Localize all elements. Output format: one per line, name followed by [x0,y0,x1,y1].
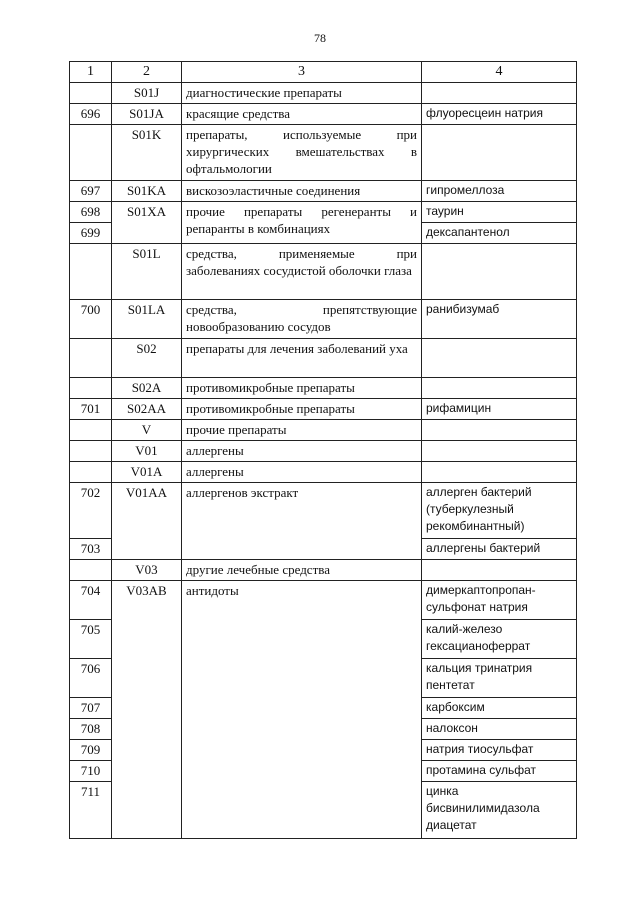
row-number: 711 [70,782,112,839]
drug-name [422,339,577,378]
drug-name: натрия тиосульфат [422,740,577,761]
header-cell: 3 [182,62,422,83]
atc-code: V01AA [112,483,182,560]
atc-code: S02 [112,339,182,378]
row-number [70,83,112,104]
atc-code: V01 [112,441,182,462]
table-row [70,399,577,420]
atc-code: V03AB [112,581,182,839]
row-number: 700 [70,300,112,339]
drug-name: кальция тринатрия пентетат [422,659,577,698]
table-row [70,560,577,581]
drug-name: аллергены бактерий [422,539,577,560]
group-name: препараты, используемые при хирургических вмешательствах в офтальмологии [182,125,422,181]
drug-name [422,83,577,104]
row-number [70,462,112,483]
atc-code: S02AA [112,399,182,420]
drug-name [422,125,577,181]
group-name: прочие препараты регенеранты и репаранты в комбинациях [182,202,422,244]
row-number: 696 [70,104,112,125]
atc-code: S01J [112,83,182,104]
table-row [70,420,577,441]
atc-code: S01KA [112,181,182,202]
row-number [70,420,112,441]
row-number: 704 [70,581,112,620]
drug-name: флуоресцеин натрия [422,104,577,125]
drug-name [422,420,577,441]
drug-name [422,441,577,462]
row-number: 702 [70,483,112,539]
group-name: аллергенов экстракт [182,483,422,560]
table-row [70,125,577,181]
group-name: препараты для лечения заболеваний уха [182,339,422,378]
table-row [70,202,577,223]
row-number [70,339,112,378]
table-row [70,104,577,125]
drug-name: калий-железо гексацианоферрат [422,620,577,659]
row-number: 703 [70,539,112,560]
table-row [70,339,577,378]
group-name: средства, препятствующие новообразованию сосудов [182,300,422,339]
row-number: 710 [70,761,112,782]
group-name: аллергены [182,462,422,483]
table-row [70,378,577,399]
atc-code: S01L [112,244,182,300]
group-name: противомикробные препараты [182,399,422,420]
drug-name: карбоксим [422,698,577,719]
drug-name: гипромеллоза [422,181,577,202]
atc-code: V [112,420,182,441]
row-number [70,441,112,462]
atc-code: S01XA [112,202,182,244]
group-name: прочие препараты [182,420,422,441]
group-name: вискозоэластичные соединения [182,181,422,202]
page-number: 78 [314,31,326,45]
table-row [70,244,577,300]
drug-name: протамина сульфат [422,761,577,782]
row-number: 701 [70,399,112,420]
row-number [70,125,112,181]
group-name: аллергены [182,441,422,462]
drug-name: цинка бисвинилимидазола диацетат [422,782,577,839]
table-header-row [70,62,577,83]
atc-code: S01K [112,125,182,181]
drug-name: налоксон [422,719,577,740]
group-name: другие лечебные средства [182,560,422,581]
group-name: противомикробные препараты [182,378,422,399]
atc-code: S01LA [112,300,182,339]
group-name: антидоты [182,581,422,839]
atc-code: S02A [112,378,182,399]
table-row [70,581,577,620]
drug-name: аллерген бактерий (туберкулезный рекомбинантный) [422,483,577,539]
table-row [70,300,577,339]
row-number: 697 [70,181,112,202]
drug-classification-table [69,61,577,839]
atc-code: V03 [112,560,182,581]
row-number: 708 [70,719,112,740]
row-number: 707 [70,698,112,719]
row-number [70,244,112,300]
drug-name [422,560,577,581]
drug-name: рифамицин [422,399,577,420]
header-cell: 1 [70,62,112,83]
table-row [70,483,577,539]
drug-name [422,462,577,483]
row-number: 709 [70,740,112,761]
table-row [70,441,577,462]
drug-name: ранибизумаб [422,300,577,339]
row-number [70,560,112,581]
drug-name: дексапантенол [422,223,577,244]
row-number: 699 [70,223,112,244]
table-row [70,462,577,483]
table-row [70,181,577,202]
atc-code: S01JA [112,104,182,125]
row-number: 698 [70,202,112,223]
header-cell: 2 [112,62,182,83]
group-name: диагностические препараты [182,83,422,104]
drug-name [422,378,577,399]
row-number [70,378,112,399]
drug-name: таурин [422,202,577,223]
group-name: красящие средства [182,104,422,125]
drug-name: димеркаптопропан-сульфонат натрия [422,581,577,620]
atc-code: V01A [112,462,182,483]
table-row [70,83,577,104]
header-cell: 4 [422,62,577,83]
group-name: средства, применяемые при заболеваниях сосудистой оболочки глаза [182,244,422,300]
row-number: 705 [70,620,112,659]
row-number: 706 [70,659,112,698]
drug-name [422,244,577,300]
